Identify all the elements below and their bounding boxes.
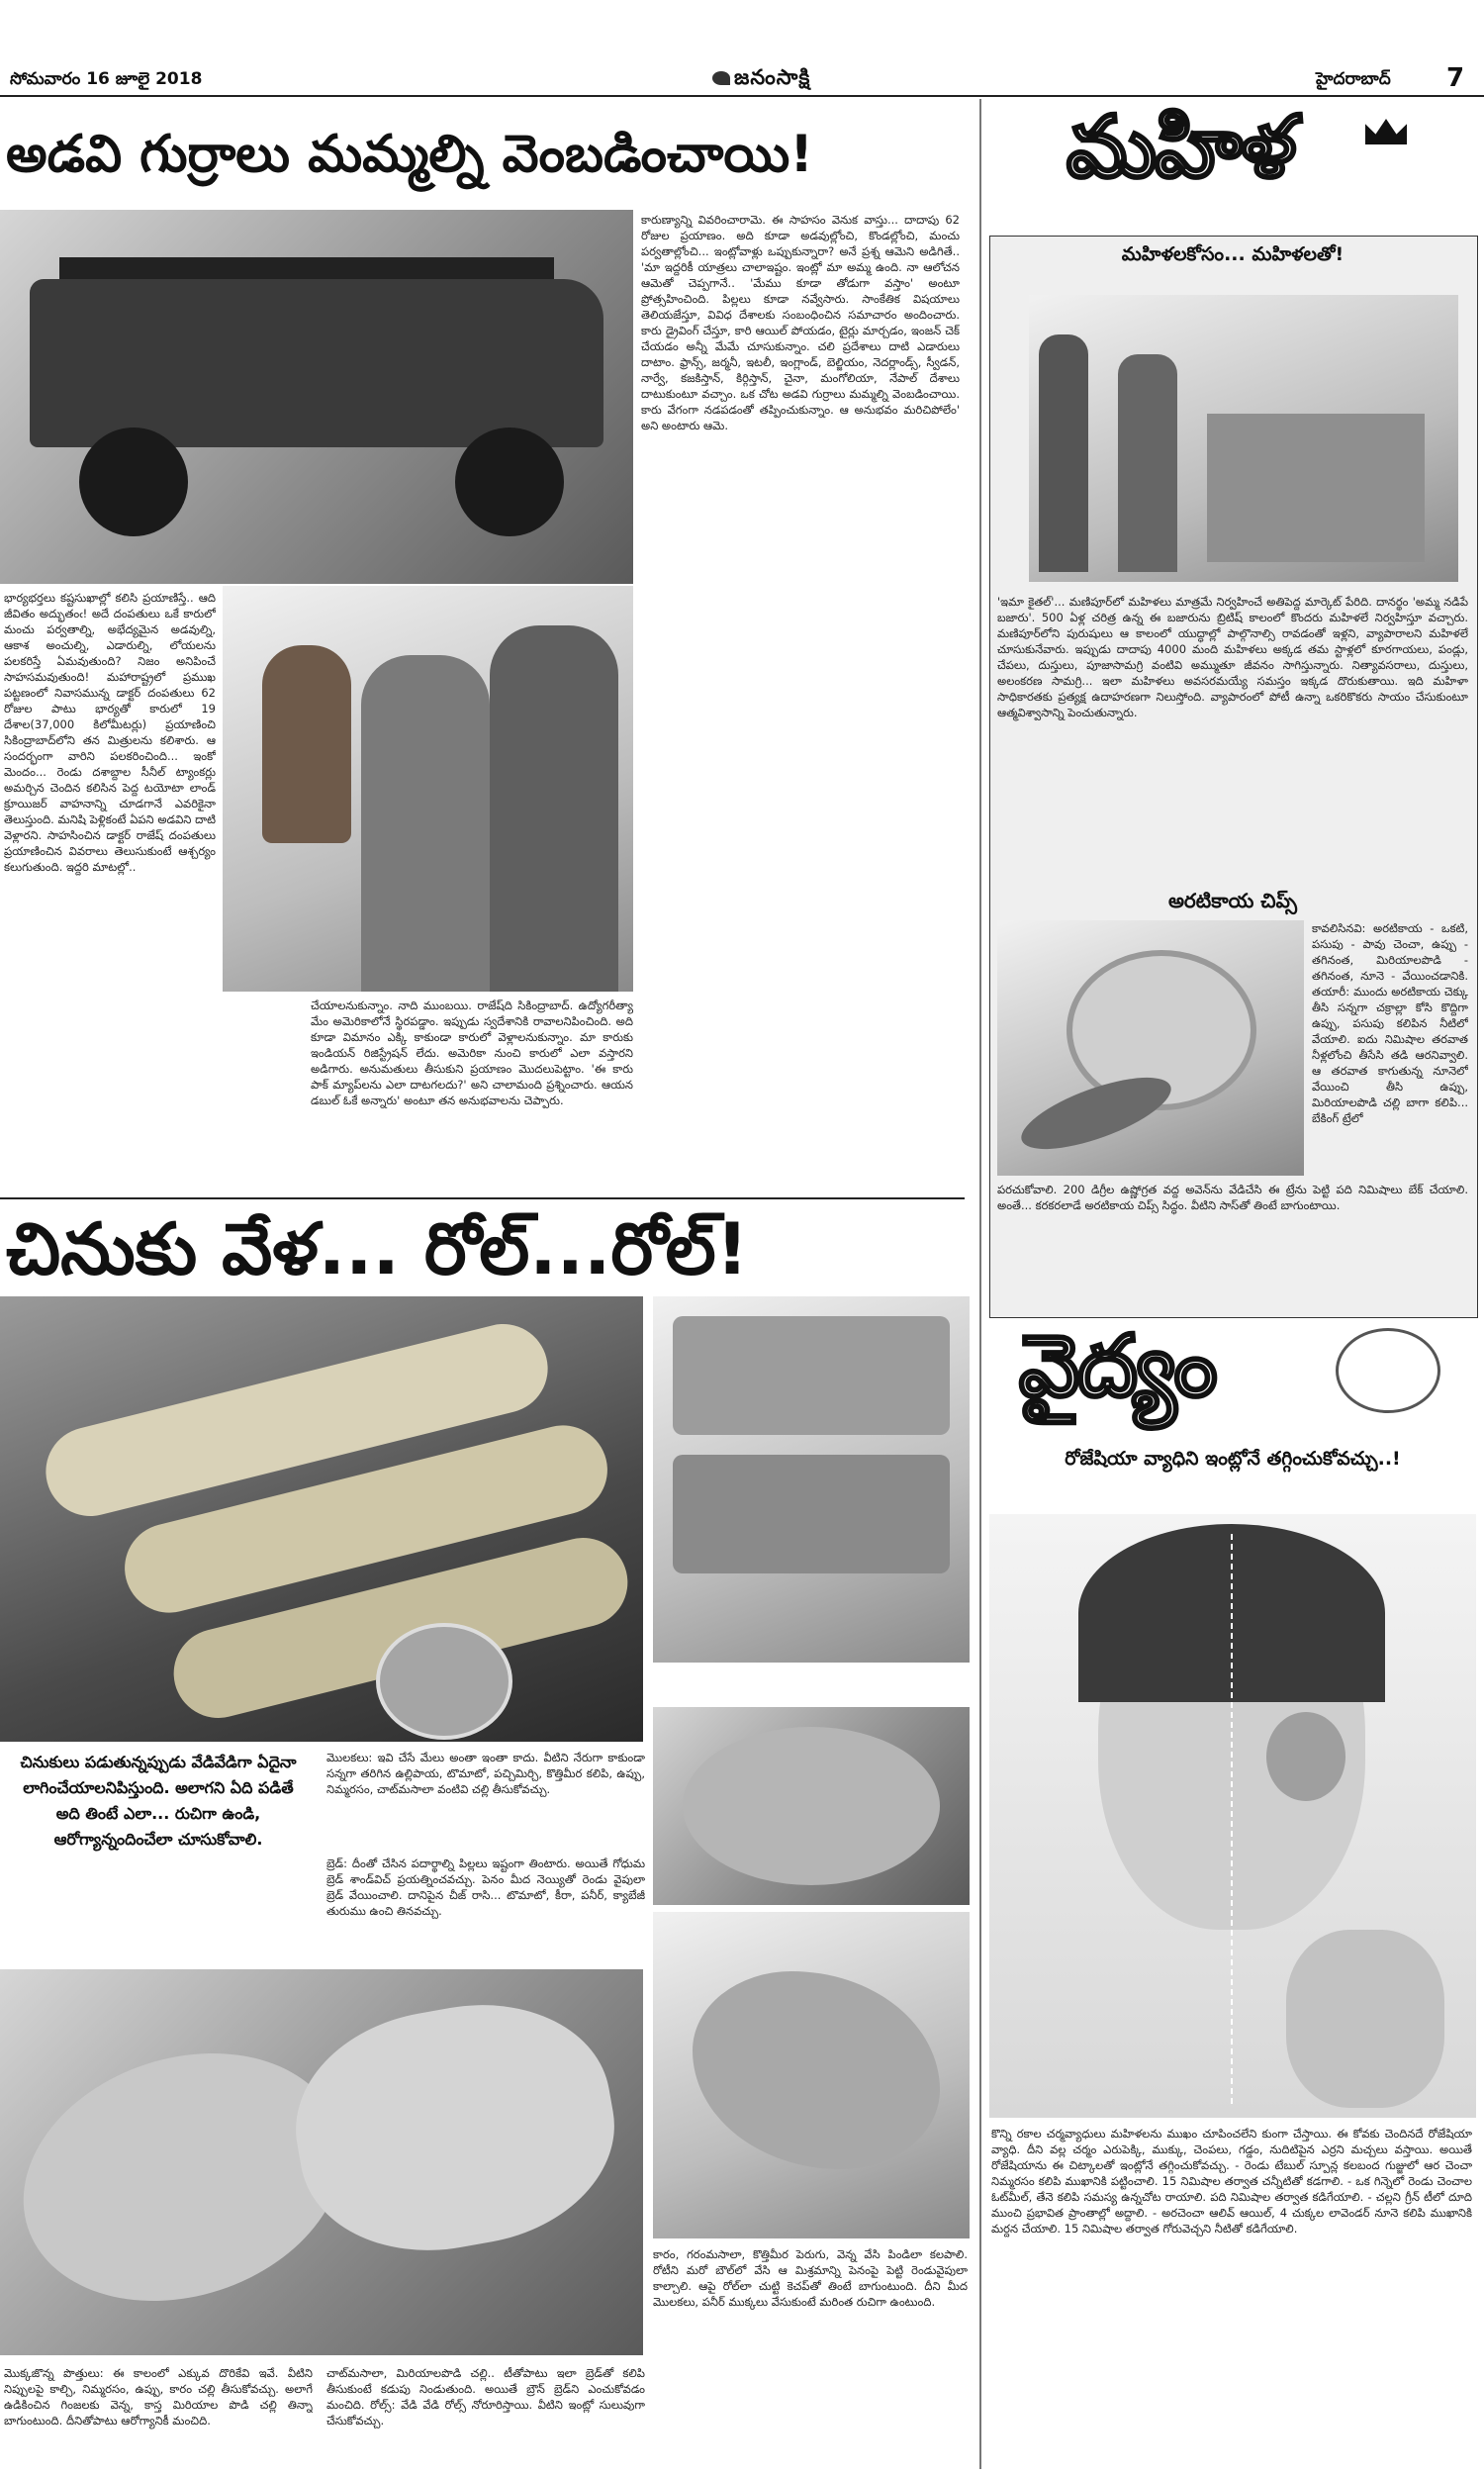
story2-text-sprouts: మొలకలు: ఇవి చేసే మేలు అంతా ఇంతా కాదు. వీటిని నేరుగా కాకుండా సన్నగా తరిగిన ఉల్లిపాయ, టొమాటో, పచ్చిమిర్చి, కొత్తిమీర కలిపి, ఉప్పు, నిమ్మరసం, చాట్‌మసాలా వంటివి చల్లి తీసుకోవచ్చు. <box>326 1751 645 1796</box>
masthead-logo <box>712 65 810 95</box>
story2-caption: చినుకులు పడుతున్నప్పుడు వేడివేడిగా ఏదైనా లాగించేయాలనిపిస్తుంది. అలాగని ఏది పడితే అది తింటే ఎలా... రుచిగా ఉండి, ఆరోగ్యాన్నందించేలా చూసుకోవాలి. <box>20 1753 297 1849</box>
roll-plate-photo <box>653 1707 970 1905</box>
lime-slice-shape <box>376 1623 512 1740</box>
masthead-logo-text: జనంసాక్షి <box>734 65 811 89</box>
vaidyam-logo: వైద్యం <box>1019 1316 1216 1416</box>
stall-shape <box>1207 414 1425 562</box>
front-wheel-shape <box>79 428 188 536</box>
sandwich-shape <box>673 1455 950 1573</box>
mahila-text: 'ఇమా కైతల్'... మణిపూర్‌లో మహిళలు మాత్రమే నిర్వహించే అతిపెద్ద మార్కెట్ పేరిది. దానర్థం 'అమ్మ నడిపే బజారు'. 500 ఏళ్ల చరిత్ర ఉన్న ఈ బజారును బ్రిటిష్ కాలంలో కొందరు మహిళలే నిర్వహిస్తూ వచ్చారు. మణిపూర్‌లోని పురుషులు ఆ కాలంలో యుద్ధాల్లో పాల్గొనాల్సి రావడంతో ఇళ్లని, వ్యాపారాలని మహిళలే చూసుకునేవారు. ఇప్పుడు దాదాపు 4000 మంది మహిళలు అక్కడ తమ స్టాళ్లలో కూరగాయలు, పండ్లు, చేపలు, దుస్తులు, పూజాసామగ్రి వంటివి అమ్ముతూ జీవనం సాగిస్తున్నారు. నిత్యావసరాలు, దుస్తులు, అలంకరణ సామగ్రి... ఇలా మహిళలు అవసరమయ్యే సమస్తం ఇక్కడ దొరుకుతాయి. ఇది మహిళా సాధికారతకు ప్రత్యక్ష ఉదాహరణగా నిలుస్తోంది. వ్యాపారంలో పోటీ ఉన్నా ఒకరికొకరు సాయం చేసుకుంటూ ఆత్మవిశ్వాసాన్ని పెంచుతున్నారు. <box>997 595 1468 719</box>
story1-col1: భార్యభర్తలు కష్టసుఖాల్లో కలిసి ప్రయాణిస్తే.. ఆది జీవితం అద్భుతంఁ! అదే దంపతులు ఒకే కారులో మంచు పర్వతాల్ని, అభేద్యమైన అడవుల్ని, ఆకాశ అంచుల్ని, ఎడారుల్ని, లోయలను పలకరిస్తే ఏమవుతుంది? నిజం అనిపించే సాహసమవుతుంది! మహారాష్ట్రలో ప్రముఖ పట్టణంలో నివాసమున్న డాక్టర్ దంపతులు 62 రోజుల పాటు భార్యతో కారులో 19 దేశాల(37,000 కిలోమీటర్లు) ప్రయాణించి సికింద్రాబాద్‌లోని తన మిత్రులను కలిశారు. ఆ సందర్భంగా వారిని పలకరించింది... ఇంకో మెందం... రెండు దశాబ్దాల సీనీల్ ట్యాంకర్లు అమర్చిన చెందిన కలిసిన పెద్ద టయోటా లాండ్ క్రూయిజర్ వాహనాన్ని చూడగానే ఎవరికైనా తెలుస్తుంది. మనిషి పెళ్లికంటే ఏపని అడవిని దాటి వెళ్లారని. సాహసించిన డాక్టర్ రాజేష్ దంపతులు ప్రయాణించిన వివరాలు తెలుసుకుంటే ఆశ్చర్యం కలుగుతుంది. ఇద్దరి మాటల్లో.. <box>4 591 216 874</box>
column-divider <box>979 99 981 2469</box>
mahila-logo: మహిళ <box>1067 97 1295 197</box>
roof-rack-shape <box>59 257 554 279</box>
wrap-shape <box>693 1971 940 2169</box>
story1-col2: చేయాలనుకున్నాం. నాది ముంబయి. రాజేష్‌ది సికింద్రాబాద్. ఉద్యోగరీత్యా మేం అమెరికాలోనే స్థిరపడ్డాం. ఇప్పుడు స్వదేశానికి రావాలనిపించింది. అది కూడా విమానం ఎక్కి కాకుండా కారులో వెళ్లాలనుకున్నాం. మా కారుకు ఇండియన్ రిజిస్ట్రేషన్ లేదు. అమెరికా నుంచి కారులో ఎలా వస్తారని అడిగారు. అనుమతులు తీసుకుని ప్రయాణం మొదలుపెట్టాం. 'ఈ కారు పాక్‌ మ్యాప్‌లను ఎలా దాటగలదు?' అని చాలామంది ప్రశ్నించారు. ఆయన డబుల్ ఓకే అన్నారు' అంటూ తన అనుభవాలను చెప్పారు. <box>311 999 633 1107</box>
corn-photo <box>0 1296 643 1742</box>
story1-headline: అడవి గుర్రాలు మమ్మల్ని వెంబడించాయి! <box>6 125 813 184</box>
suv-photo <box>0 210 633 584</box>
vaidyam-text: కొన్ని రకాల చర్మవ్యాధులు మహిళలను ముఖం చూపించలేని కుంగా చేస్తాయి. ఈ కోవకు చెందినదే రోజేషియా వ్యాధి. దీని వల్ల చర్మం ఎరుపెక్కి, ముక్కు, చెంపలు, గడ్డం, నుదిటిపైన ఎర్రని మచ్చలు వస్తాయి. అయితే రోజేషియాను ఈ చిట్కాలతో ఇంట్లోనే తగ్గించుకోవచ్చు. - రెండు టేబుల్ స్పూన్ల కలబంద గుజ్జులో ఆర చెంచా నిమ్మరసం కలిపి ముఖానికి పట్టించాలి. 15 నిమిషాల తర్వాత చన్నీటితో కడగాలి. - ఒక గిన్నెలో రెండు చెంచాల ఓట్‌మీల్, తేనె కలిపి సమస్య ఉన్నచోట రాయాలి. పది నిమిషాల తర్వాత కడిగేయాలి. - చల్లని గ్రీన్ టీలో దూది ముంచి ప్రభావిత ప్రాంతాల్లో అద్దాలి. - అరచెంచా ఆలివ్ ఆయిల్, 4 చుక్కల లావెండర్ నూనె కలిపి ముఖానికి మర్దన చేయాలి. 15 నిమిషాల తర్వాత గోరువెచ్చని నీటితో కడిగేయాలి. <box>991 2127 1472 2236</box>
statue-shape <box>262 645 351 843</box>
crown-icon <box>1365 119 1407 144</box>
man-shape <box>490 625 618 992</box>
woman-shape <box>1039 334 1088 572</box>
recipe-title: అరటికాయ చిప్స్ <box>1167 889 1298 912</box>
couple-photo <box>223 586 633 992</box>
story1-col3: కారుణ్యాన్ని వివరించారామె. ఈ సాహసం వెనుక వాస్తు... దాదాపు 62 రోజుల ప్రయాణం. అది కూడా అడవుల్లోంచి, కొండల్లోంచి, మంచు పర్వతాల్లోంచి... ఇంట్లోవాళ్లు ఒప్పుకున్నారా? అనే ప్రశ్న ఆమెని అడిగితే.. 'మా ఇద్దరికీ యాత్రలు చాలాఇష్టం. ఇంట్లో మా అమ్మ ఉంది. నా ఆలోచన ఆమెతో చెప్పగానే.. 'మేము కూడా తోడుగా వస్తాం' అంటూ ప్రోత్సహించింది. పిల్లలు కూడా నవ్వేసారు. సాంకేతిక విషయాలు తెలియజేస్తూ, వివిధ దేశాలకు సంబంధించిన సమాచారం అందించారు. కారు డ్రైవింగ్ చేస్తూ, కారి ఆయిల్ పోయడం, టైర్లు మార్చడం, ఇంజన్ చెక్ చేయడం అన్నీ మేమే చూసుకున్నాం. చలి ప్రదేశాలు దాటి ఎడారులు దాటాం. ఫ్రాన్స్, జర్మనీ, ఇటలీ, ఇంగ్లాండ్, బెల్జియం, నెదర్లాండ్స్, స్వీడన్, నార్వే, కజకిస్తాన్, కిర్గిస్తాన్, చైనా, మంగోలియా, నేపాల్ దేశాలు దాటుకుంటూ వచ్చాం. ఒక చోట అడవి గుర్రాలు మమ్మల్ని వెంబడించాయి. కారు వేగంగా నడపడంతో తప్పించుకున్నాం. ఆ అనుభవం మరిచిపోలేం' అని అంటారు ఆమె. <box>641 213 960 432</box>
masthead <box>0 0 1484 99</box>
masthead-city: హైదరాబాద్ <box>1316 69 1391 89</box>
roll-shape <box>279 1983 632 2272</box>
story-divider <box>0 1197 965 1199</box>
stethoscope-icon <box>1336 1328 1440 1413</box>
story2-headline: చినుకు వేళ... రోల్...రోల్! <box>6 1207 749 1290</box>
suv-body-shape <box>30 279 603 447</box>
woman-shape <box>1118 354 1177 572</box>
sandwich-shape <box>673 1316 950 1435</box>
chips-photo <box>997 920 1304 1176</box>
recipe-method: పరచుకోవాలి. 200 డిగ్రీల ఉష్ణోగ్రత వద్ద అవెన్‌ను వేడిచేసి ఈ ట్రేను పెట్టి పది నిమిషాలు బేక్ చేయాలి. అంతే... కరకరలాడే అరటికాయ చిప్స్ సిద్ధం. వీటిని సాస్‌తో తింటే బాగుంటాయి. <box>997 1183 1468 1212</box>
rosacea-patch-shape <box>1266 1712 1345 1801</box>
wrap-photo <box>653 1912 970 2238</box>
face-photo <box>989 1514 1476 2118</box>
story2-text-bread: బ్రెడ్: దీంతో చేసిన పదార్థాల్ని పిల్లలు ఇష్టంగా తింటారు. అయితే గోధుమ బ్రెడ్ శాండ్‌విచ్ ప్రయత్నించవచ్చు. పెనం మీద నెయ్యితో రెండు వైపులా బ్రెడ్ వేయించాలి. దానిపైన చీజ్ రాసి... టొమాటో, కీరా, పనీర్, క్యాబేజీ తురుము ఉంచి తినవచ్చు. <box>326 1856 645 1918</box>
story2-text-corn: మొక్కజొన్న పొత్తులు: ఈ కాలంలో ఎక్కువ దొరికేవి ఇవే. వీటిని నిప్పులపై కాల్చి, నిమ్మరసం, ఉప్పు, కారం చల్లి తీసుకోవచ్చు. అలాగే ఉడికించిన గింజలకు వెన్న, కాస్త మిరియాల పొడి చల్లి తిన్నా బాగుంటుంది. దీనితోపాటు ఆరోగ్యానికీ మంచిది. <box>4 2366 313 2427</box>
story2-text-roti: కారం, గరంమసాలా, కొత్తిమీర పెరుగు, వెన్న వేసి పిండిలా కలపాలి. రోటీని మరో బౌల్‌లో వేసి ఆ మిశ్రమాన్ని పెనంపై పెట్టి రెండువైపులా కాల్చాలి. ఆపై రోల్‌లా చుట్టి కెచప్‌తో తింటే బాగుంటుంది. దీని మీద మొలకలు, పనీర్ ముక్కలు వేసుకుంటే మరింత రుచిగా ఉంటుంది. <box>653 2247 968 2309</box>
vaidyam-subhead: రోజేషియా వ్యాధిని ఇంట్లోనే తగ్గించుకోవచ్చు..! <box>1065 1448 1401 1470</box>
divider-line <box>1231 1534 1233 2108</box>
bird-logo-icon <box>712 71 730 85</box>
sandwich-photo <box>653 1296 970 1663</box>
roll-photo <box>0 1969 643 2355</box>
market-photo <box>1029 295 1458 582</box>
page-number: 7 <box>1446 63 1465 93</box>
woman-shape <box>361 655 490 992</box>
hand-shape <box>1286 1930 1444 2108</box>
mahila-subhead: మహిళలకోసం... మహిళలతో! <box>1121 243 1345 265</box>
masthead-date: సోమవారం 16 జూలై 2018 <box>10 69 203 89</box>
plate-shape <box>683 1727 940 1885</box>
story2-text-rolls: చాట్‌మసాలా, మిరియాలపొడి చల్లి.. టీతోపాటు ఇలా బ్రెడ్‌తో కలిపి తీసుకుంటే కడుపు నిండుతుంది. అయితే బ్రౌన్ బ్రెడ్‌ని ఎంచుకోవడం మంచిది. రోల్స్: వేడి వేడి రోల్స్ నోరూరిస్తాయి. వీటిని ఇంట్లో సులువుగా చేసుకోవచ్చు. <box>326 2366 645 2427</box>
recipe-ingredients: కావలిసినవి: అరటికాయ - ఒకటి, పసుపు - పావు చెంచా, ఉప్పు - తగినంత, మిరియాలపొడి - తగినంత, నూనె - వేయించడానికి. తయారీ: ముందు అరటికాయ చెక్కు తీసి సన్నగా చక్రాల్లా కోసి కొద్దిగా ఉప్పు, పసుపు కలిపిన నీటిలో వేయాలి. ఐదు నిమిషాల తరవాత నీళ్లలోంచి తీసేసి తడి ఆరనివ్వాలి. ఆ తరవాత కాగుతున్న నూనెలో వేయించి తీసి ఉప్పు, మిరియాలపొడి చల్లి బాగా కలిపి... బేకింగ్ ట్రేలో <box>1312 921 1468 1125</box>
rear-wheel-shape <box>455 428 564 536</box>
